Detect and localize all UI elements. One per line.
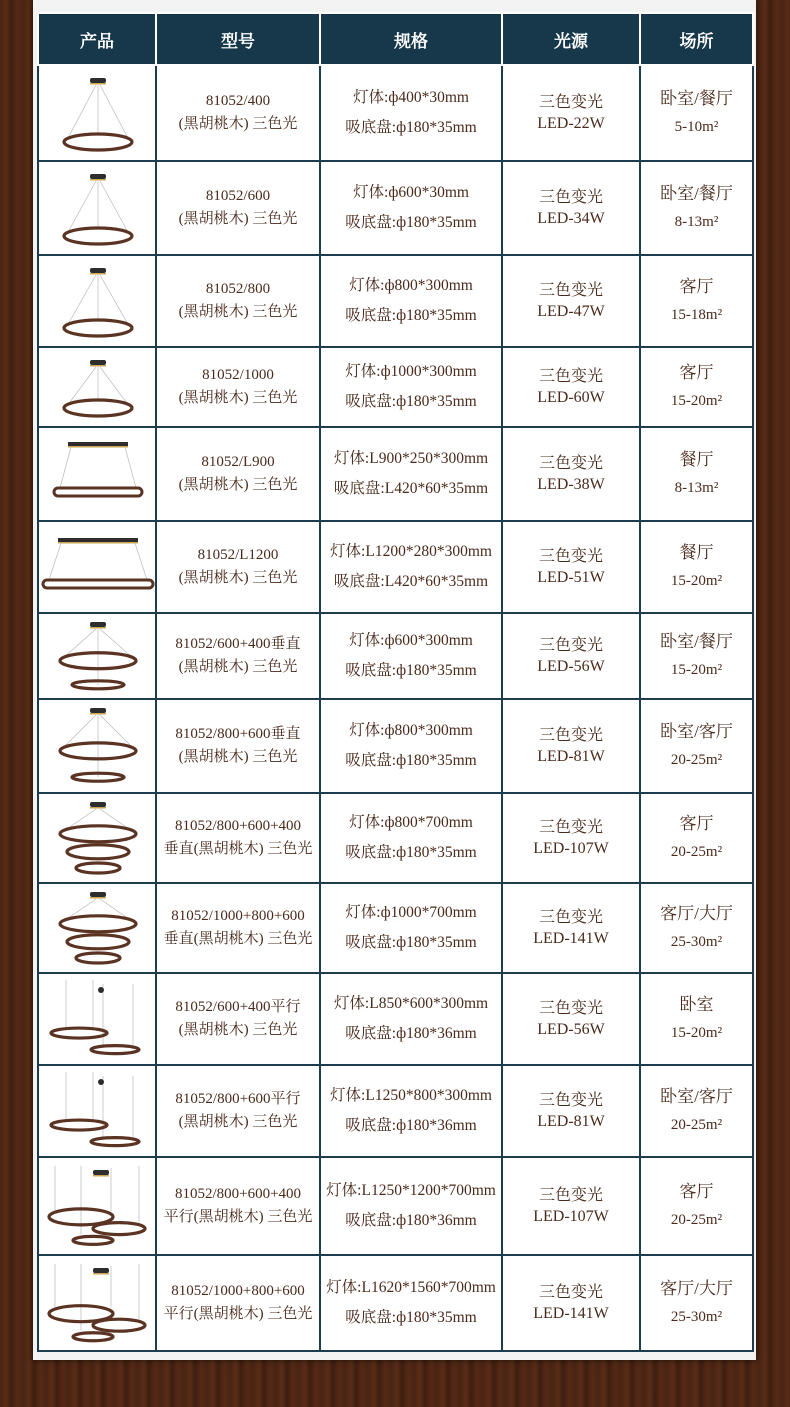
table-row xyxy=(38,255,753,347)
product-image-cell xyxy=(38,255,156,347)
spec-cell xyxy=(320,1255,502,1351)
place-line: 20-25m² xyxy=(670,1117,723,1133)
model-line: 平行(黑胡桃木) 三色光 xyxy=(163,1306,313,1322)
place-line: 卧室/客厅 xyxy=(660,1087,733,1106)
place-line: 客厅 xyxy=(679,814,714,833)
model-line: 81052/L900 xyxy=(201,454,275,470)
place-line: 15-20m² xyxy=(670,1025,723,1041)
model-cell xyxy=(156,1065,320,1157)
model-cell xyxy=(156,613,320,699)
place-line: 15-20m² xyxy=(670,662,723,678)
place-cell xyxy=(640,883,753,973)
spec-cell xyxy=(320,613,502,699)
model-line: (黑胡桃木) 三色光 xyxy=(178,659,298,675)
light-source-line: LED-47W xyxy=(537,303,605,320)
light-source-line: 三色变光 xyxy=(538,1187,603,1204)
place-cell xyxy=(640,161,753,255)
light-source-line: 三色变光 xyxy=(538,1092,603,1109)
header-light-source: 光源 xyxy=(502,13,640,65)
spec-line: 灯体:L1620*1560*700mm xyxy=(326,1279,496,1296)
table-row xyxy=(38,1255,753,1351)
model-line: 垂直(黑胡桃木) 三色光 xyxy=(163,841,313,857)
table-body xyxy=(38,65,753,1351)
table-row xyxy=(38,521,753,613)
place-line: 餐厅 xyxy=(679,543,714,562)
spec-cell xyxy=(320,793,502,883)
table-row xyxy=(38,65,753,161)
place-cell xyxy=(640,427,753,521)
spec-line: 吸底盘:L420*60*35mm xyxy=(333,573,489,590)
table-row xyxy=(38,1157,753,1255)
light-source-line: 三色变光 xyxy=(538,819,603,836)
product-image-cell xyxy=(38,161,156,255)
place-line: 卧室 xyxy=(679,995,714,1014)
pendant-lamp-image xyxy=(41,1258,155,1348)
spec-cell xyxy=(320,699,502,793)
model-line: 81052/1000 xyxy=(202,367,274,383)
product-image-cell xyxy=(38,793,156,883)
place-line: 20-25m² xyxy=(670,844,723,860)
model-line: (黑胡桃木) 三色光 xyxy=(178,304,298,320)
light-source-cell xyxy=(502,1255,640,1351)
table-row xyxy=(38,793,753,883)
light-source-line: LED-81W xyxy=(537,748,605,765)
place-line: 25-30m² xyxy=(670,934,723,950)
place-line: 客厅/大厅 xyxy=(660,904,733,923)
model-cell xyxy=(156,883,320,973)
pendant-lamp-image xyxy=(41,1160,155,1252)
model-cell xyxy=(156,973,320,1065)
model-line: 平行(黑胡桃木) 三色光 xyxy=(163,1209,313,1225)
place-line: 8-13m² xyxy=(674,480,719,496)
model-cell xyxy=(156,65,320,161)
place-line: 25-30m² xyxy=(670,1309,723,1325)
light-source-line: 三色变光 xyxy=(538,368,603,385)
product-image-cell xyxy=(38,1157,156,1255)
model-cell xyxy=(156,699,320,793)
model-line: 81052/800 xyxy=(205,281,271,297)
place-line: 客厅 xyxy=(679,1182,714,1201)
place-line: 卧室/餐厅 xyxy=(660,89,733,108)
place-cell xyxy=(640,613,753,699)
pendant-lamp-image xyxy=(41,258,155,344)
table-row xyxy=(38,161,753,255)
light-source-cell xyxy=(502,255,640,347)
place-cell xyxy=(640,1157,753,1255)
header-row xyxy=(38,13,753,65)
model-line: (黑胡桃木) 三色光 xyxy=(178,1022,298,1038)
model-cell xyxy=(156,1255,320,1351)
place-cell xyxy=(640,65,753,161)
spec-line: 吸底盘:ф180*35mm xyxy=(345,119,477,136)
light-source-cell xyxy=(502,1157,640,1255)
pendant-lamp-image xyxy=(41,796,155,880)
light-source-line: 三色变光 xyxy=(538,455,603,472)
table-row xyxy=(38,1065,753,1157)
model-line: 81052/800+600+400 xyxy=(174,818,302,834)
product-image-cell xyxy=(38,427,156,521)
model-line: 81052/600+400垂直 xyxy=(175,636,301,652)
pendant-lamp-image xyxy=(41,430,155,518)
model-line: (黑胡桃木) 三色光 xyxy=(178,477,298,493)
table-row xyxy=(38,427,753,521)
spec-line: 吸底盘:ф180*35mm xyxy=(345,214,477,231)
spec-line: 灯体:ф1000*700mm xyxy=(345,904,477,921)
place-cell xyxy=(640,521,753,613)
spec-line: 吸底盘:ф180*35mm xyxy=(345,393,477,410)
place-cell xyxy=(640,255,753,347)
product-image-cell xyxy=(38,1255,156,1351)
model-line: (黑胡桃木) 三色光 xyxy=(178,116,298,132)
light-source-line: 三色变光 xyxy=(538,189,603,206)
place-cell xyxy=(640,347,753,427)
spec-cell xyxy=(320,883,502,973)
light-source-line: 三色变光 xyxy=(538,282,603,299)
product-image-cell xyxy=(38,613,156,699)
pendant-lamp-image xyxy=(41,68,155,158)
product-image-cell xyxy=(38,347,156,427)
spec-line: 灯体:ф800*700mm xyxy=(349,814,473,831)
place-line: 8-13m² xyxy=(674,214,719,230)
spec-line: 灯体:L1200*280*300mm xyxy=(330,543,492,560)
light-source-line: 三色变光 xyxy=(538,727,603,744)
spec-cell xyxy=(320,1065,502,1157)
light-source-line: LED-141W xyxy=(533,1305,609,1322)
spec-line: 吸底盘:L420*60*35mm xyxy=(333,480,489,497)
spec-line: 灯体:ф800*300mm xyxy=(349,722,473,739)
spec-line: 吸底盘:ф180*36mm xyxy=(345,1025,477,1042)
model-line: 81052/800+600+400 xyxy=(174,1186,302,1202)
header-product: 产品 xyxy=(38,13,156,65)
spec-line: 灯体:ф1000*300mm xyxy=(345,363,477,380)
pendant-lamp-image xyxy=(41,164,155,252)
spec-cell xyxy=(320,427,502,521)
pendant-lamp-image xyxy=(41,886,155,970)
place-line: 客厅/大厅 xyxy=(660,1279,733,1298)
light-source-line: 三色变光 xyxy=(538,637,603,654)
place-line: 客厅 xyxy=(679,363,714,382)
light-source-cell xyxy=(502,699,640,793)
header-model: 型号 xyxy=(156,13,320,65)
light-source-cell xyxy=(502,973,640,1065)
spec-line: 吸底盘:ф180*36mm xyxy=(345,1212,477,1229)
place-cell xyxy=(640,973,753,1065)
table-row xyxy=(38,973,753,1065)
model-line: (黑胡桃木) 三色光 xyxy=(178,211,298,227)
spec-line: 吸底盘:ф180*36mm xyxy=(345,1117,477,1134)
pendant-lamp-image xyxy=(41,976,155,1062)
model-line: (黑胡桃木) 三色光 xyxy=(178,749,298,765)
place-line: 客厅 xyxy=(679,277,714,296)
spec-line: 吸底盘:ф180*35mm xyxy=(345,934,477,951)
place-cell xyxy=(640,1065,753,1157)
spec-line: 灯体:ф400*30mm xyxy=(353,89,469,106)
spec-line: 灯体:L1250*800*300mm xyxy=(330,1087,492,1104)
light-source-line: LED-51W xyxy=(537,569,605,586)
product-image-cell xyxy=(38,521,156,613)
light-source-cell xyxy=(502,427,640,521)
spec-line: 吸底盘:ф180*35mm xyxy=(345,752,477,769)
model-line: 81052/1000+800+600 xyxy=(171,908,305,924)
model-cell xyxy=(156,427,320,521)
spec-cell xyxy=(320,973,502,1065)
product-image-cell xyxy=(38,65,156,161)
place-line: 20-25m² xyxy=(670,752,723,768)
model-line: (黑胡桃木) 三色光 xyxy=(178,1114,298,1130)
light-source-cell xyxy=(502,613,640,699)
model-cell xyxy=(156,347,320,427)
model-line: 81052/800+600平行 xyxy=(175,1091,301,1107)
light-source-cell xyxy=(502,347,640,427)
place-line: 卧室/餐厅 xyxy=(660,184,733,203)
place-line: 20-25m² xyxy=(670,1212,723,1228)
model-cell xyxy=(156,255,320,347)
light-source-line: LED-81W xyxy=(537,1113,605,1130)
light-source-line: 三色变光 xyxy=(538,548,603,565)
place-line: 餐厅 xyxy=(679,450,714,469)
model-line: 81052/L1200 xyxy=(197,547,279,563)
place-cell xyxy=(640,1255,753,1351)
spec-cell xyxy=(320,1157,502,1255)
product-image-cell xyxy=(38,883,156,973)
light-source-cell xyxy=(502,793,640,883)
light-source-line: LED-107W xyxy=(533,840,609,857)
table-row xyxy=(38,347,753,427)
pendant-lamp-image xyxy=(41,1068,155,1154)
light-source-line: 三色变光 xyxy=(538,94,603,111)
table-row xyxy=(38,613,753,699)
spec-line: 灯体:L1250*1200*700mm xyxy=(326,1182,496,1199)
pendant-lamp-image xyxy=(41,350,155,424)
spec-line: 灯体:ф600*300mm xyxy=(349,632,473,649)
light-source-cell xyxy=(502,521,640,613)
spec-line: 吸底盘:ф180*35mm xyxy=(345,844,477,861)
place-line: 卧室/客厅 xyxy=(660,722,733,741)
spec-line: 吸底盘:ф180*35mm xyxy=(345,662,477,679)
light-source-line: LED-38W xyxy=(537,476,605,493)
pendant-lamp-image xyxy=(41,616,155,696)
model-cell xyxy=(156,793,320,883)
light-source-line: 三色变光 xyxy=(538,909,603,926)
spec-line: 灯体:L850*600*300mm xyxy=(333,995,489,1012)
spec-card xyxy=(33,0,756,1360)
model-line: (黑胡桃木) 三色光 xyxy=(178,570,298,586)
spec-cell xyxy=(320,347,502,427)
table-row xyxy=(38,699,753,793)
place-cell xyxy=(640,793,753,883)
light-source-cell xyxy=(502,883,640,973)
light-source-line: LED-56W xyxy=(537,1021,605,1038)
light-source-line: 三色变光 xyxy=(538,1284,603,1301)
light-source-cell xyxy=(502,161,640,255)
light-source-cell xyxy=(502,1065,640,1157)
place-line: 15-20m² xyxy=(670,573,723,589)
product-image-cell xyxy=(38,973,156,1065)
spec-cell xyxy=(320,255,502,347)
spec-line: 吸底盘:ф180*35mm xyxy=(345,1309,477,1326)
spec-line: 吸底盘:ф180*35mm xyxy=(345,307,477,324)
product-image-cell xyxy=(38,1065,156,1157)
light-source-line: LED-22W xyxy=(537,115,605,132)
spec-cell xyxy=(320,161,502,255)
header-place: 场所 xyxy=(640,13,753,65)
light-source-line: 三色变光 xyxy=(538,1000,603,1017)
place-line: 5-10m² xyxy=(674,119,719,135)
model-cell xyxy=(156,161,320,255)
light-source-line: LED-107W xyxy=(533,1208,609,1225)
table-row xyxy=(38,883,753,973)
light-source-line: LED-34W xyxy=(537,210,605,227)
pendant-lamp-image xyxy=(41,702,155,790)
light-source-cell xyxy=(502,65,640,161)
model-line: 81052/400 xyxy=(205,93,271,109)
light-source-line: LED-141W xyxy=(533,930,609,947)
header-spec: 规格 xyxy=(320,13,502,65)
model-line: 垂直(黑胡桃木) 三色光 xyxy=(163,931,313,947)
spec-table xyxy=(37,12,754,1352)
product-image-cell xyxy=(38,699,156,793)
spec-cell xyxy=(320,521,502,613)
model-line: 81052/600 xyxy=(205,188,271,204)
model-line: (黑胡桃木) 三色光 xyxy=(178,390,298,406)
place-line: 卧室/餐厅 xyxy=(660,632,733,651)
pendant-lamp-image xyxy=(41,524,155,610)
place-cell xyxy=(640,699,753,793)
model-line: 81052/1000+800+600 xyxy=(171,1283,305,1299)
model-cell xyxy=(156,521,320,613)
spec-line: 灯体:ф600*30mm xyxy=(353,184,469,201)
light-source-line: LED-60W xyxy=(537,389,605,406)
model-line: 81052/800+600垂直 xyxy=(175,726,301,742)
place-line: 15-20m² xyxy=(670,393,723,409)
place-line: 15-18m² xyxy=(670,307,723,323)
model-line: 81052/600+400平行 xyxy=(175,999,301,1015)
spec-line: 灯体:L900*250*300mm xyxy=(333,450,489,467)
model-cell xyxy=(156,1157,320,1255)
spec-line: 灯体:ф800*300mm xyxy=(349,277,473,294)
spec-cell xyxy=(320,65,502,161)
light-source-line: LED-56W xyxy=(537,658,605,675)
